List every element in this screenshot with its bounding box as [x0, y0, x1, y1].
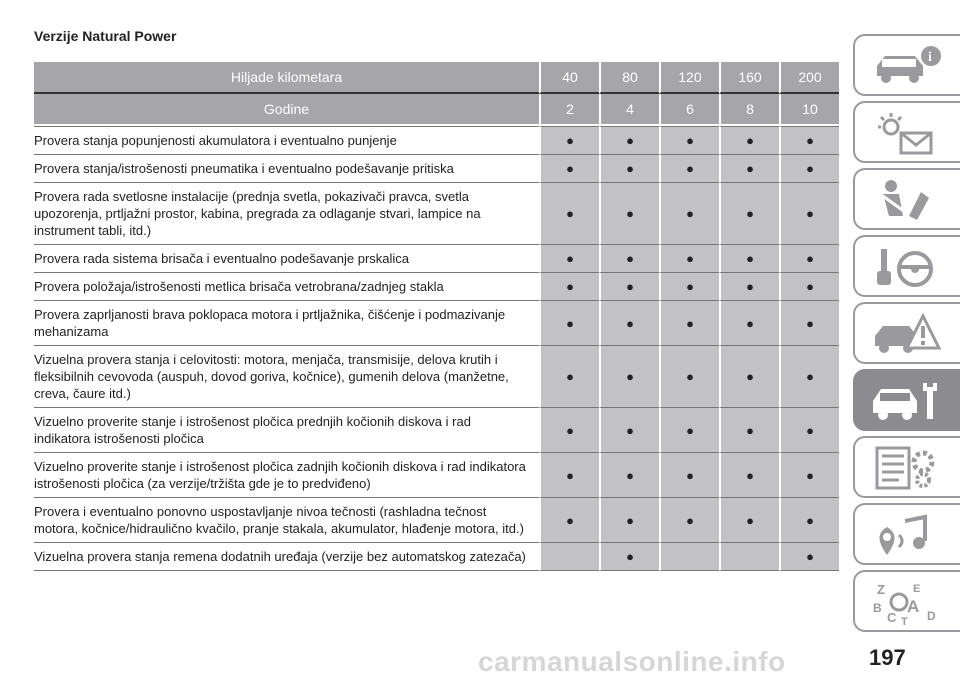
index-letter: C — [887, 610, 897, 625]
interval-mark: ● — [539, 272, 599, 300]
interval-mark: ● — [779, 407, 839, 452]
index-letter: A — [907, 597, 920, 616]
interval-mark: ● — [539, 345, 599, 407]
tab-index[interactable] — [853, 570, 960, 632]
interval-mark: ● — [599, 407, 659, 452]
interval-mark — [719, 542, 779, 571]
interval-mark: ● — [599, 272, 659, 300]
operation-description: Provera položaja/istrošenosti metlica brisača vetrobrana/zadnjeg stakla — [34, 272, 539, 300]
interval-mark: ● — [719, 244, 779, 272]
interval-mark: ● — [659, 126, 719, 154]
tab-emergency[interactable] — [853, 302, 960, 364]
tab-maintenance[interactable] — [853, 369, 960, 431]
index-icon — [869, 578, 949, 626]
km-value: 120 — [659, 62, 719, 94]
multimedia-icon — [869, 511, 949, 559]
header-row-km — [34, 62, 839, 94]
interval-mark — [539, 542, 599, 571]
interval-mark: ● — [719, 452, 779, 497]
interval-mark: ● — [599, 542, 659, 571]
interval-mark: ● — [779, 126, 839, 154]
km-value: 200 — [779, 62, 839, 94]
operation-description: Provera rada sistema brisača i eventualno podešavanje prskalica — [34, 244, 539, 272]
interval-mark: ● — [779, 497, 839, 542]
interval-mark: ● — [779, 154, 839, 182]
index-letter: Z — [877, 582, 885, 597]
year-value: 8 — [719, 94, 779, 126]
maintenance-table — [34, 62, 839, 571]
interval-mark: ● — [779, 244, 839, 272]
interval-mark: ● — [659, 154, 719, 182]
table-row — [34, 452, 839, 497]
interval-mark: ● — [659, 497, 719, 542]
table-row — [34, 272, 839, 300]
year-value: 6 — [659, 94, 719, 126]
interval-mark: ● — [659, 452, 719, 497]
header-row-years — [34, 94, 839, 126]
watermark: carmanualsonline.info — [478, 646, 786, 677]
km-value: 80 — [599, 62, 659, 94]
year-value: 10 — [779, 94, 839, 126]
table-row — [34, 542, 839, 571]
table-row — [34, 407, 839, 452]
index-letter: E — [913, 583, 921, 595]
operation-description: Vizuelno proverite stanje i istrošenost pločica zadnjih kočionih diskova i rad indikatora istrošenosti pločica (za verzije/tržišta gde je to predviđeno) — [34, 452, 539, 497]
safety-airbag-icon — [869, 176, 949, 224]
tab-safety[interactable] — [853, 168, 960, 230]
interval-mark: ● — [599, 244, 659, 272]
interval-mark: ● — [719, 272, 779, 300]
interval-mark: ● — [719, 126, 779, 154]
year-value: 4 — [599, 94, 659, 126]
interval-mark: ● — [539, 497, 599, 542]
interval-mark: ● — [719, 300, 779, 345]
interval-mark: ● — [539, 300, 599, 345]
interval-mark: ● — [599, 182, 659, 244]
table-row — [34, 244, 839, 272]
svg-text:i: i — [928, 50, 932, 65]
table-row — [34, 345, 839, 407]
interval-mark: ● — [599, 345, 659, 407]
tab-multimedia[interactable] — [853, 503, 960, 565]
operation-description: Provera stanja/istrošenosti pneumatika i eventualno podešavanje pritiska — [34, 154, 539, 182]
interval-mark: ● — [779, 300, 839, 345]
table-row — [34, 182, 839, 244]
index-letter: D — [927, 609, 936, 623]
page-number: 197 — [869, 645, 906, 670]
interval-mark: ● — [779, 452, 839, 497]
maintenance-icon — [869, 377, 949, 425]
starting-driving-icon — [869, 243, 949, 291]
interval-mark: ● — [719, 154, 779, 182]
interval-mark: ● — [539, 154, 599, 182]
table-row — [34, 126, 839, 154]
interval-mark: ● — [659, 182, 719, 244]
operation-description: Vizuelna provera stanja remena dodatnih uređaja (verzije bez automatskog zatezača) — [34, 542, 539, 571]
interval-mark: ● — [719, 497, 779, 542]
index-letter: B — [873, 601, 882, 615]
tab-starting-driving[interactable] — [853, 235, 960, 297]
interval-mark: ● — [659, 345, 719, 407]
interval-mark: ● — [599, 300, 659, 345]
emergency-icon — [869, 310, 949, 358]
interval-mark: ● — [539, 126, 599, 154]
interval-mark: ● — [779, 542, 839, 571]
interval-mark: ● — [719, 407, 779, 452]
table-row — [34, 497, 839, 542]
index-letter: T — [901, 616, 908, 626]
interval-mark: ● — [659, 272, 719, 300]
interval-mark: ● — [779, 182, 839, 244]
interval-mark: ● — [779, 272, 839, 300]
table-row — [34, 154, 839, 182]
interval-mark: ● — [719, 345, 779, 407]
operation-description: Vizuelno proverite stanje i istrošenost pločica prednjih kočionih diskova i rad indikatora istrošenosti pločica — [34, 407, 539, 452]
interval-mark: ● — [539, 407, 599, 452]
interval-mark: ● — [599, 126, 659, 154]
operation-description: Provera stanja popunjenosti akumulatora i eventualno punjenje — [34, 126, 539, 154]
interval-mark: ● — [659, 244, 719, 272]
interval-mark: ● — [599, 452, 659, 497]
year-value: 2 — [539, 94, 599, 126]
tab-warning-lights[interactable] — [853, 101, 960, 163]
car-info-icon — [869, 42, 949, 90]
interval-mark: ● — [779, 345, 839, 407]
km-value: 40 — [539, 62, 599, 94]
years-label: Godine — [34, 94, 539, 126]
interval-mark: ● — [539, 452, 599, 497]
interval-mark: ● — [659, 300, 719, 345]
interval-mark: ● — [539, 244, 599, 272]
interval-mark: ● — [719, 182, 779, 244]
operation-description: Provera i eventualno ponovno uspostavljanje nivoa tečnosti (rashladna tečnost motora, kočnice/hidraulično kvačilo, pranje stakala, akumulator, hlađenje motora, itd.) — [34, 497, 539, 542]
interval-mark: ● — [659, 407, 719, 452]
interval-mark: ● — [599, 497, 659, 542]
table-row — [34, 300, 839, 345]
section-title: Verzije Natural Power — [34, 28, 177, 44]
interval-mark: ● — [539, 182, 599, 244]
operation-description: Provera zaprljanosti brava poklopaca motora i prtljažnika, čišćenje i podmazivanje mehanizama — [34, 300, 539, 345]
interval-mark — [659, 542, 719, 571]
tab-car-info[interactable] — [853, 34, 960, 96]
interval-mark: ● — [599, 154, 659, 182]
operation-description: Vizuelna provera stanja i celovitosti: motora, menjača, transmisije, delova krutih i fleksibilnih cevovoda (auspuh, dovod goriva, kočnice), gumenih delova (manžetne, creva, čaure itd.) — [34, 345, 539, 407]
km-value: 160 — [719, 62, 779, 94]
operation-description: Provera rada svetlosne instalacije (prednja svetla, pokazivači pravca, svetla upozorenja, prtljažni prostor, kabina, pregrada za odlaganje stvari, lampice na instrument tabli, itd.) — [34, 182, 539, 244]
technical-data-icon — [869, 444, 949, 492]
warning-lights-icon — [869, 109, 949, 157]
tab-technical-data[interactable] — [853, 436, 960, 498]
km-label: Hiljade kilometara — [34, 62, 539, 94]
